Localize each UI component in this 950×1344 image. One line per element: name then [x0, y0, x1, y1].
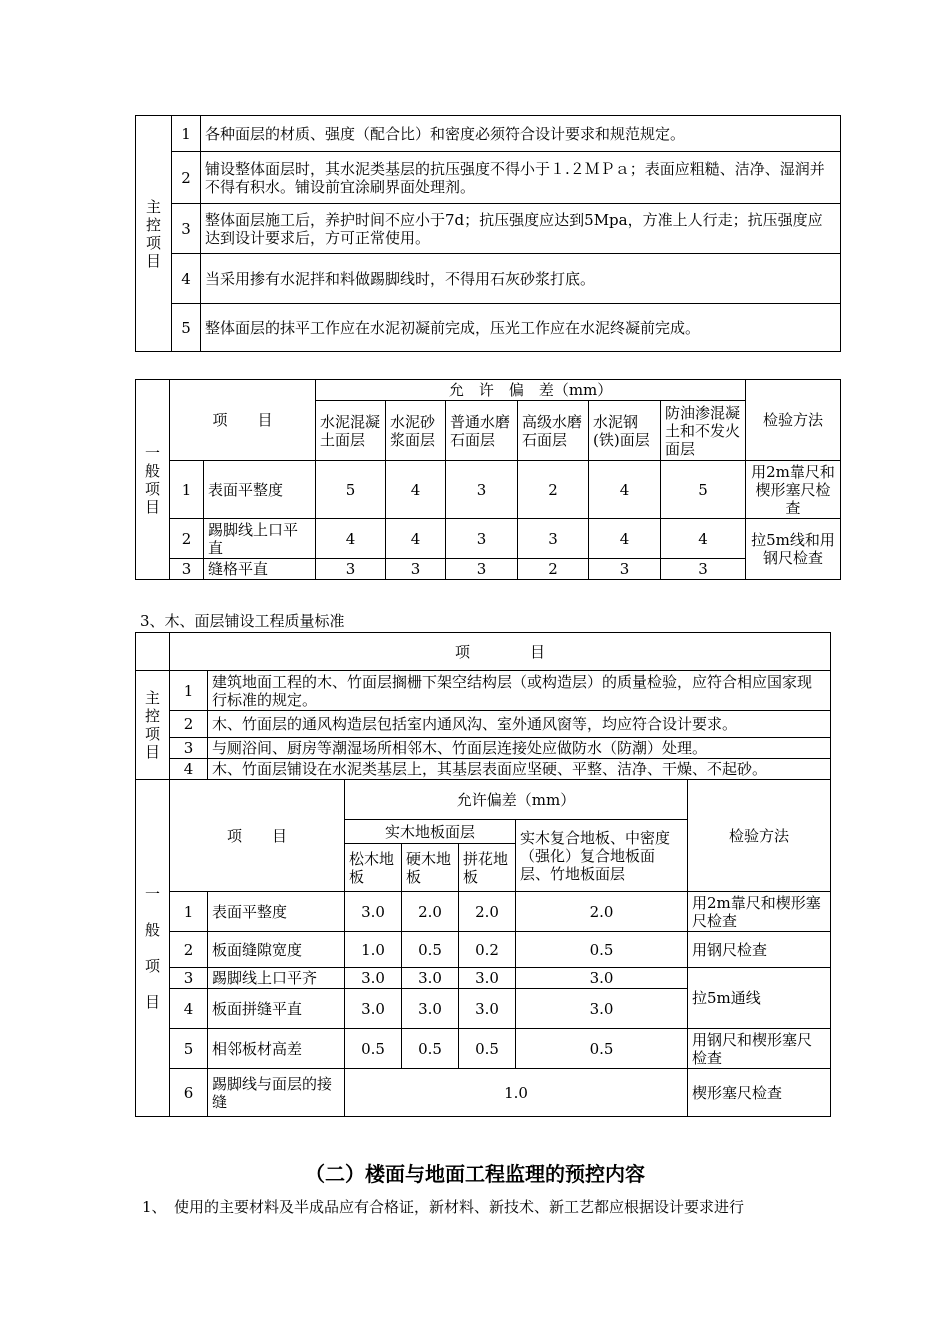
row-number: 2 — [170, 932, 208, 968]
col-header: 普通水磨石面层 — [446, 401, 518, 461]
general-label: 一 般 项 目 — [136, 380, 170, 580]
cell-value: 0.2 — [459, 932, 516, 968]
requirement-text: 铺设整体面层时，其水泥类基层的抗压强度不得小于１.２ＭＰａ；表面应粗糙、洁净、湿润并不得有积水。铺设前宜涂刷界面处理剂。 — [201, 152, 841, 204]
cell-value: 4 — [386, 519, 446, 559]
main-control-label: 主 控 项 目 — [136, 116, 172, 352]
col-header: 水泥混凝土面层 — [316, 401, 386, 461]
cell-value: 0.5 — [459, 1029, 516, 1069]
row-number: 1 — [170, 671, 208, 711]
method-text: 拉5m线和用钢尺检查 — [746, 519, 841, 580]
item-header: 项 目 — [170, 380, 316, 461]
method-header: 检验方法 — [746, 380, 841, 461]
cell-value: 3 — [518, 519, 589, 559]
cell-value: 3 — [316, 559, 386, 580]
cell-value: 2.0 — [402, 892, 459, 932]
method-text: 用2m靠尺和楔形塞尺检查 — [746, 461, 841, 519]
row-number: 3 — [172, 204, 201, 254]
composite-header: 实木复合地板、中密度（强化）复合地板面层、竹地板面层 — [516, 820, 688, 892]
row-number: 6 — [170, 1069, 208, 1117]
row-number: 1 — [170, 461, 204, 519]
cell-value: 4 — [589, 519, 661, 559]
cell-value: 2 — [518, 559, 589, 580]
cell-value: 3.0 — [516, 989, 688, 1029]
general-label: 一 般 项 目 — [136, 780, 170, 1117]
method-text: 用钢尺和楔形塞尺检查 — [688, 1029, 831, 1069]
col-header: 水泥砂浆面层 — [386, 401, 446, 461]
corner-cell — [136, 633, 170, 671]
cell-value: 3 — [661, 559, 746, 580]
row-number: 3 — [170, 968, 208, 989]
item-name: 踢脚线上口平直 — [204, 519, 316, 559]
row-number: 2 — [170, 519, 204, 559]
paragraph: 1、 使用的主要材料及半成品应有合格证，新材料、新技术、新工艺都应根据设计要求进行 — [142, 1198, 745, 1216]
col-header: 硬木地板 — [402, 844, 459, 892]
solid-wood-header: 实木地板面层 — [345, 820, 516, 844]
col-header: 水泥钢(铁)面层 — [589, 401, 661, 461]
cell-value: 3.0 — [345, 968, 402, 989]
cell-value: 2.0 — [516, 892, 688, 932]
requirement-text: 木、竹面层铺设在水泥类基层上，其基层表面应坚硬、平整、洁净、干燥、不起砂。 — [208, 759, 831, 780]
requirement-text: 当采用掺有水泥拌和料做踢脚线时，不得用石灰砂浆打底。 — [201, 254, 841, 304]
item-name: 表面平整度 — [204, 461, 316, 519]
cell-value: 1.0 — [345, 1069, 688, 1117]
cell-value: 3.0 — [402, 968, 459, 989]
cell-value: 3.0 — [345, 892, 402, 932]
section-3-title: 3、木、面层铺设工程质量标准 — [140, 612, 345, 630]
row-number: 4 — [170, 759, 208, 780]
section-heading: （二）楼面与地面工程监理的预控内容 — [305, 1162, 645, 1186]
cell-value: 4 — [316, 519, 386, 559]
item-header: 项 目 — [170, 633, 831, 671]
requirement-text: 各种面层的材质、强度（配合比）和密度必须符合设计要求和规范规定。 — [201, 116, 841, 152]
requirement-text: 整体面层施工后，养护时间不应小于7d；抗压强度应达到5Mpa，方准上人行走；抗压强度应达到设计要求后，方可正常使用。 — [201, 204, 841, 254]
item-header: 项 目 — [170, 780, 345, 892]
cell-value: 3.0 — [459, 968, 516, 989]
cell-value: 3.0 — [459, 989, 516, 1029]
col-header: 高级水磨石面层 — [518, 401, 589, 461]
requirement-text: 整体面层的抹平工作应在水泥初凝前完成，压光工作应在水泥终凝前完成。 — [201, 304, 841, 352]
row-number: 4 — [172, 254, 201, 304]
method-text: 用钢尺检查 — [688, 932, 831, 968]
row-number: 1 — [170, 892, 208, 932]
cell-value: 0.5 — [402, 932, 459, 968]
col-header: 松木地板 — [345, 844, 402, 892]
cell-value: 3.0 — [516, 968, 688, 989]
requirement-text: 与厕浴间、厨房等潮湿场所相邻木、竹面层连接处应做防水（防潮）处理。 — [208, 738, 831, 759]
cell-value: 4 — [386, 461, 446, 519]
item-name: 缝格平直 — [204, 559, 316, 580]
row-number: 3 — [170, 738, 208, 759]
cell-value: 1.0 — [345, 932, 402, 968]
cell-value: 3 — [386, 559, 446, 580]
item-name: 板面缝隙宽度 — [208, 932, 345, 968]
method-header: 检验方法 — [688, 780, 831, 892]
cell-value: 4 — [589, 461, 661, 519]
col-header: 拼花地板 — [459, 844, 516, 892]
row-number: 2 — [172, 152, 201, 204]
tolerance-header: 允许偏差（mm） — [345, 780, 688, 820]
cell-value: 3 — [446, 559, 518, 580]
cell-value: 0.5 — [516, 1029, 688, 1069]
cell-value: 3 — [446, 519, 518, 559]
item-name: 相邻板材高差 — [208, 1029, 345, 1069]
item-name: 表面平整度 — [208, 892, 345, 932]
method-text: 楔形塞尺检查 — [688, 1069, 831, 1117]
row-number: 5 — [172, 304, 201, 352]
cell-value: 3 — [446, 461, 518, 519]
cell-value: 2 — [518, 461, 589, 519]
cell-value: 0.5 — [402, 1029, 459, 1069]
cell-value: 3 — [589, 559, 661, 580]
row-number: 4 — [170, 989, 208, 1029]
cell-value: 4 — [661, 519, 746, 559]
tolerance-header: 允 许 偏 差（mm） — [316, 380, 746, 401]
item-name: 板面拼缝平直 — [208, 989, 345, 1029]
item-name: 踢脚线上口平齐 — [208, 968, 345, 989]
row-number: 5 — [170, 1029, 208, 1069]
method-text: 用2m靠尺和楔形塞尺检查 — [688, 892, 831, 932]
requirement-text: 建筑地面工程的木、竹面层搁栅下架空结构层（或构造层）的质量检验，应符合相应国家现行标准的规定。 — [208, 671, 831, 711]
row-number: 3 — [170, 559, 204, 580]
cell-value: 0.5 — [345, 1029, 402, 1069]
main-control-label: 主 控 项 目 — [136, 671, 170, 780]
method-text: 拉5m通线 — [688, 968, 831, 1029]
item-name: 踢脚线与面层的接缝 — [208, 1069, 345, 1117]
cell-value: 3.0 — [402, 989, 459, 1029]
cell-value: 0.5 — [516, 932, 688, 968]
cell-value: 5 — [316, 461, 386, 519]
cell-value: 5 — [661, 461, 746, 519]
general-tolerance-table — [135, 379, 841, 580]
requirement-text: 木、竹面层的通风构造层包括室内通风沟、室外通风窗等，均应符合设计要求。 — [208, 711, 831, 738]
wood-floor-table — [135, 632, 831, 1117]
row-number: 2 — [170, 711, 208, 738]
col-header: 防油渗混凝土和不发火面层 — [661, 401, 746, 461]
main-control-table — [135, 115, 841, 352]
cell-value: 3.0 — [345, 989, 402, 1029]
cell-value: 2.0 — [459, 892, 516, 932]
row-number: 1 — [172, 116, 201, 152]
